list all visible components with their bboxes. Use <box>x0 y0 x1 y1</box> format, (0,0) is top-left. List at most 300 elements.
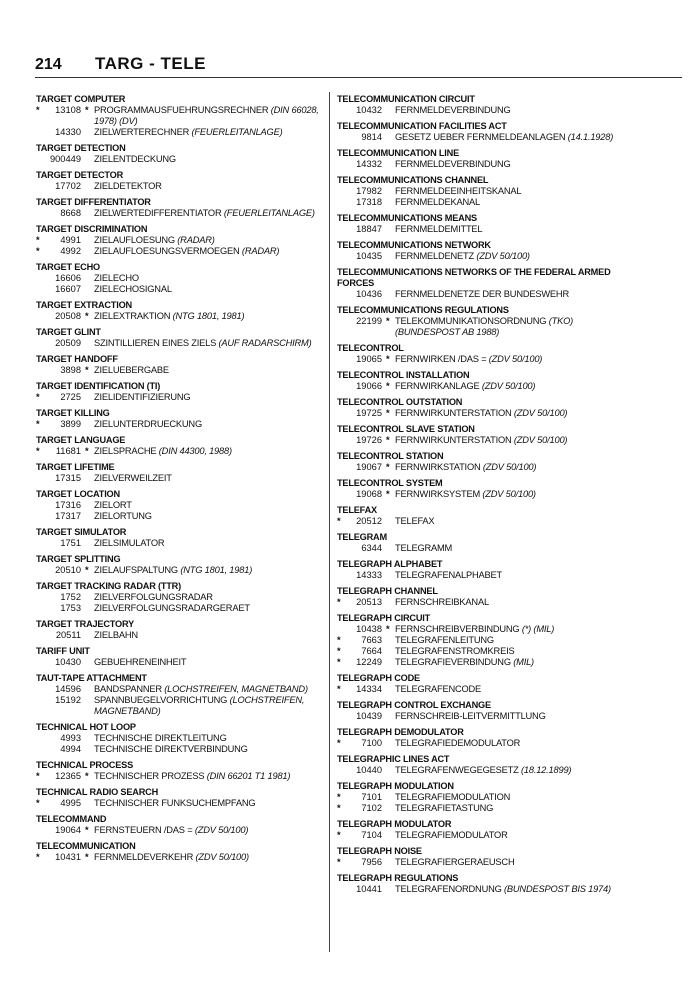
entry-term: TARGET IDENTIFICATION (TI) <box>36 381 161 391</box>
translation-text: ZIELECHO <box>94 273 139 283</box>
term-code: 2725 <box>60 392 81 402</box>
term-code: 20511 <box>55 630 81 640</box>
translation-note: (NTG 1801, 1981) <box>172 311 245 321</box>
revision-marker: * <box>337 516 341 526</box>
term-code: 7100 <box>361 738 382 748</box>
dictionary-entry <box>36 300 321 322</box>
term-code: 1753 <box>60 603 81 613</box>
entry-term: TELEGRAPH MODULATOR <box>337 819 452 829</box>
translation-note: (ZDV 50/100) <box>194 825 249 835</box>
translation-text: FERNMELDEKANAL <box>395 197 481 207</box>
translation-line <box>337 792 637 803</box>
german-translation <box>94 419 321 430</box>
translation-note: (TKO) (BUNDESPOST AB 1988) <box>395 316 574 337</box>
translation-line <box>337 159 637 170</box>
german-translation <box>395 803 637 814</box>
translation-note: (BUNDESPOST BIS 1974) <box>504 884 611 894</box>
term-code: 900449 <box>49 154 81 164</box>
dictionary-entry <box>337 754 637 776</box>
term-code: 3898 <box>60 365 81 375</box>
translation-text: TELEGRAFENWEGEGESETZ <box>395 765 519 775</box>
dictionary-entry <box>337 305 637 338</box>
translation-text: ZIELWERTEDIFFERENTIATOR <box>94 208 222 218</box>
german-translation <box>94 500 321 511</box>
translation-line <box>36 208 321 219</box>
translation-text: TELEGRAFIERGERAEUSCH <box>395 857 515 867</box>
german-translation <box>94 127 321 138</box>
translation-note: (FEUERLEITANLAGE) <box>223 208 315 218</box>
translation-note: (DIN 66028, 1978) (DV) <box>94 105 319 126</box>
translation-line <box>36 565 321 576</box>
german-translation <box>395 657 637 668</box>
german-translation <box>395 316 637 338</box>
translation-note: (18.12.1899) <box>520 765 572 775</box>
revision-marker: * <box>36 771 40 781</box>
translation-note: (AUF RADARSCHIRM) <box>218 338 312 348</box>
german-translation <box>94 511 321 522</box>
german-translation <box>94 825 321 836</box>
translation-text: ZIELENTDECKUNG <box>94 154 176 164</box>
revision-marker: * <box>337 857 341 867</box>
term-code: 4995 <box>60 798 81 808</box>
translation-text: FERNSCHREIB-LEITVERMITTLUNG <box>395 711 546 721</box>
dictionary-entry <box>337 397 637 419</box>
dictionary-entry <box>337 505 637 527</box>
dictionary-entry <box>337 613 637 668</box>
translation-note: (RADAR) <box>241 246 280 256</box>
german-translation <box>395 132 637 143</box>
translation-note: (FEUERLEITANLAGE) <box>191 127 283 137</box>
entry-term: TELEGRAPHIC LINES ACT <box>337 754 450 764</box>
translation-text: FERNWIRKUNTERSTATION <box>395 408 512 418</box>
standard-marker: * <box>386 624 390 634</box>
translation-line <box>337 657 637 668</box>
term-code: 7104 <box>361 830 382 840</box>
term-code: 6344 <box>361 543 382 553</box>
page-number: 214 <box>35 56 62 73</box>
entry-term: TAUT-TAPE ATTACHMENT <box>36 673 147 683</box>
term-code: 16606 <box>55 273 81 283</box>
term-code: 20513 <box>356 597 382 607</box>
term-code: 1751 <box>60 538 81 548</box>
entry-term: TELEGRAPH CODE <box>337 673 420 683</box>
term-code: 14332 <box>356 159 382 169</box>
entry-term: TARGET DISCRIMINATION <box>36 224 148 234</box>
revision-marker: * <box>36 798 40 808</box>
translation-line <box>337 381 637 392</box>
german-translation <box>395 435 637 446</box>
translation-text: TELEGRAFIETASTUNG <box>395 803 494 813</box>
translation-text: ZIELEXTRAKTION <box>94 311 171 321</box>
german-translation <box>94 473 321 484</box>
entry-term: TELECONTROL SLAVE STATION <box>337 424 475 434</box>
standard-marker: * <box>386 462 390 472</box>
german-translation <box>94 446 321 457</box>
entry-term: TARGET ECHO <box>36 262 100 272</box>
term-code: 8668 <box>60 208 81 218</box>
translation-line <box>36 771 321 782</box>
revision-marker: * <box>36 446 40 456</box>
translation-note: (ZDV 50/100) <box>482 489 536 499</box>
translation-note: (ZDV 50/100) <box>195 852 249 862</box>
german-translation <box>395 224 637 235</box>
translation-text: ZIELECHOSIGNAL <box>94 284 172 294</box>
dictionary-entry <box>337 873 637 895</box>
dictionary-entry <box>337 213 637 235</box>
dictionary-entry <box>36 224 321 257</box>
translation-line <box>337 765 637 776</box>
german-translation <box>395 830 637 841</box>
entry-term: TARGET DETECTION <box>36 143 126 153</box>
translation-text: SPANNBUEGELVORRICHTUNG <box>94 695 228 705</box>
translation-line <box>337 489 637 500</box>
translation-text: TELEGRAFIEDEMODULATOR <box>395 738 521 748</box>
translation-text: ZIELAUFLOESUNGSVERMOEGEN <box>94 246 240 256</box>
entry-term: TARGET GLINT <box>36 327 101 337</box>
german-translation <box>94 338 321 349</box>
translation-text: FERNMELDENETZE DER BUNDESWEHR <box>395 289 569 299</box>
page-header <box>35 54 655 74</box>
dictionary-entry <box>36 435 321 457</box>
translation-line <box>36 246 321 257</box>
german-translation <box>395 289 637 300</box>
german-translation <box>94 284 321 295</box>
translation-line <box>337 635 637 646</box>
revision-marker: * <box>337 646 341 656</box>
entry-term: TECHNICAL PROCESS <box>36 760 133 770</box>
term-code: 14596 <box>55 684 81 694</box>
translation-line <box>36 284 321 295</box>
dictionary-entry <box>337 451 637 473</box>
term-code: 17317 <box>55 511 81 521</box>
revision-marker: * <box>337 597 341 607</box>
german-translation <box>94 592 321 603</box>
entry-term: TECHNICAL RADIO SEARCH <box>36 787 159 797</box>
german-translation <box>94 603 321 614</box>
translation-line <box>36 733 321 744</box>
term-code: 10436 <box>356 289 382 299</box>
translation-line <box>36 511 321 522</box>
revision-marker: * <box>36 235 40 245</box>
translation-line <box>337 408 637 419</box>
entry-term: TELECONTROL STATION <box>337 451 444 461</box>
dictionary-entry <box>337 673 637 695</box>
standard-marker: * <box>386 381 390 391</box>
translation-text: ZIELSIMULATOR <box>94 538 165 548</box>
entry-term: TELEGRAPH DEMODULATOR <box>337 727 464 737</box>
term-code: 10430 <box>55 657 81 667</box>
entry-term: TELEGRAPH MODULATION <box>337 781 454 791</box>
entry-term: TELECOMMUNICATIONS MEANS <box>337 213 477 223</box>
term-code: 7101 <box>361 792 382 802</box>
translation-line <box>337 624 637 635</box>
term-code: 10441 <box>356 884 382 894</box>
dictionary-entry <box>36 354 321 376</box>
translation-text: TECHNISCHER PROZESS <box>94 771 205 781</box>
revision-marker: * <box>337 635 341 645</box>
german-translation <box>395 489 637 500</box>
german-translation <box>395 381 637 392</box>
term-code: 4993 <box>60 733 81 743</box>
translation-text: TELEGRAFENLEITUNG <box>395 635 494 645</box>
translation-line <box>337 132 637 143</box>
entry-term: TELEGRAPH CHANNEL <box>337 586 438 596</box>
revision-marker: * <box>36 246 40 256</box>
translation-text: TELEGRAFIEMODULATOR <box>395 830 508 840</box>
entry-term: TARGET SPLITTING <box>36 554 121 564</box>
translation-text: GEBUEHRENEINHEIT <box>94 657 187 667</box>
translation-text: ZIELORTUNG <box>94 511 152 521</box>
translation-text: TECHNISCHE DIREKTVERBINDUNG <box>94 744 248 754</box>
dictionary-entry <box>36 262 321 295</box>
term-code: 14334 <box>356 684 382 694</box>
entry-term: TELEGRAPH REGULATIONS <box>337 873 459 883</box>
revision-marker: * <box>337 830 341 840</box>
term-code: 20508 <box>55 311 81 321</box>
translation-text: FERNMELDEVERBINDUNG <box>395 159 511 169</box>
dictionary-entry <box>337 94 637 116</box>
translation-line <box>36 338 321 349</box>
translation-text: PROGRAMMAUSFUEHRUNGSRECHNER <box>94 105 269 115</box>
entry-term: TARGET TRACKING RADAR (TTR) <box>36 581 181 591</box>
dictionary-entry <box>36 462 321 484</box>
translation-text: FERNSTEUERN /DAS = <box>94 825 193 835</box>
translation-text: TELEFAX <box>395 516 435 526</box>
translation-note: (DIN 66201 T1 1981) <box>206 771 291 781</box>
term-code: 4994 <box>60 744 81 754</box>
term-code: 19064 <box>55 825 81 835</box>
translation-text: ZIELAUFSPALTUNG <box>94 565 178 575</box>
term-code: 20510 <box>55 565 81 575</box>
standard-marker: * <box>85 825 89 835</box>
term-code: 12365 <box>55 771 81 781</box>
german-translation <box>395 251 637 262</box>
translation-text: FERNWIRKANLAGE <box>395 381 480 391</box>
translation-line <box>337 857 637 868</box>
german-translation <box>94 105 321 127</box>
translation-note: (DIN 44300, 1988) <box>158 446 232 456</box>
term-code: 3899 <box>60 419 81 429</box>
translation-line <box>337 186 637 197</box>
standard-marker: * <box>85 311 89 321</box>
dictionary-entry <box>337 148 637 170</box>
term-code: 10432 <box>356 105 382 115</box>
translation-text: FERNMELDEVERBINDUNG <box>395 105 511 115</box>
revision-marker: * <box>337 803 341 813</box>
dictionary-entry <box>36 814 321 836</box>
translation-line <box>337 646 637 657</box>
dictionary-entry <box>36 170 321 192</box>
german-translation <box>395 635 637 646</box>
translation-text: ZIELVERFOLGUNGSRADAR <box>94 592 213 602</box>
german-translation <box>395 105 637 116</box>
translation-line <box>36 852 321 863</box>
dictionary-entry <box>337 846 637 868</box>
entry-term: TELECOMMUNICATION FACILITIES ACT <box>337 121 507 131</box>
translation-line <box>36 273 321 284</box>
translation-text: TELEGRAFENORDNUNG <box>395 884 502 894</box>
translation-line <box>337 462 637 473</box>
dictionary-entry <box>337 240 637 262</box>
dictionary-entry <box>36 554 321 576</box>
translation-text: FERNWIRKUNTERSTATION <box>395 435 512 445</box>
translation-text: TELEGRAFIEMODULATION <box>395 792 511 802</box>
dictionary-entry <box>337 424 637 446</box>
dictionary-entry <box>36 673 321 717</box>
term-code: 10439 <box>356 711 382 721</box>
translation-line <box>36 419 321 430</box>
translation-line <box>36 154 321 165</box>
term-code: 7956 <box>361 857 382 867</box>
dictionary-entry <box>337 267 637 300</box>
dictionary-entry <box>36 381 321 403</box>
translation-text: FERNMELDENETZ <box>395 251 475 261</box>
dictionary-entry <box>337 121 637 143</box>
translation-text: TELEGRAFIEVERBINDUNG <box>395 657 511 667</box>
german-translation <box>395 857 637 868</box>
entry-term: TARGET LANGUAGE <box>36 435 126 445</box>
entry-term: TARGET KILLING <box>36 408 110 418</box>
translation-text: TELEGRAMM <box>395 543 453 553</box>
translation-note: (14.1.1928) <box>567 132 614 142</box>
term-code: 12249 <box>356 657 382 667</box>
translation-note: (ZDV 50/100) <box>488 354 543 364</box>
translation-line <box>36 446 321 457</box>
german-translation <box>94 365 321 376</box>
translation-note: (ZDV 50/100) <box>481 381 536 391</box>
translation-line <box>337 884 637 895</box>
dictionary-entry <box>337 781 637 814</box>
translation-line <box>36 105 321 127</box>
dictionary-entry <box>337 370 637 392</box>
term-code: 10440 <box>356 765 382 775</box>
standard-marker: * <box>386 435 390 445</box>
term-code: 7664 <box>361 646 382 656</box>
translation-line <box>36 365 321 376</box>
revision-marker: * <box>337 657 341 667</box>
entry-term: TELECOMMUNICATION <box>36 841 136 851</box>
german-translation <box>94 798 321 809</box>
translation-note: (*) (MIL) <box>521 624 555 634</box>
translation-line <box>337 316 637 338</box>
translation-note: (NTG 1801, 1981) <box>180 565 253 575</box>
entry-term: TELECOMMUNICATION CIRCUIT <box>337 94 475 104</box>
translation-note: (ZDV 50/100) <box>513 435 568 445</box>
translation-line <box>337 543 637 554</box>
term-code: 17982 <box>356 186 382 196</box>
german-translation <box>395 684 637 695</box>
translation-line <box>36 684 321 695</box>
dictionary-entry <box>36 489 321 522</box>
standard-marker: * <box>386 354 390 364</box>
translation-text: TELEKOMMUNIKATIONSORDNUNG <box>395 316 547 326</box>
german-translation <box>395 543 637 554</box>
entry-term: TARGET TRAJECTORY <box>36 619 135 629</box>
translation-text: ZIELVERFOLGUNGSRADARGERAET <box>94 603 250 613</box>
german-translation <box>94 246 321 257</box>
german-translation <box>94 565 321 576</box>
german-translation <box>395 408 637 419</box>
running-head: TARG - TELE <box>95 54 206 73</box>
translation-text: FERNMELDEMITTEL <box>395 224 483 234</box>
term-code: 16607 <box>55 284 81 294</box>
translation-text: TELEGRAFENALPHABET <box>395 570 502 580</box>
translation-line <box>337 803 637 814</box>
translation-text: FERNMELDEVERKEHR <box>94 852 194 862</box>
german-translation <box>395 711 637 722</box>
german-translation <box>94 630 321 641</box>
term-code: 14330 <box>55 127 81 137</box>
term-code: 17316 <box>55 500 81 510</box>
translation-note: (ZDV 50/100) <box>482 462 537 472</box>
german-translation <box>395 738 637 749</box>
entry-term: TELECOMMAND <box>36 814 107 824</box>
german-translation <box>94 235 321 246</box>
entry-term: TELECONTROL SYSTEM <box>337 478 443 488</box>
entry-term: TARGET EXTRACTION <box>36 300 132 310</box>
entry-term: TELEGRAM <box>337 532 387 542</box>
standard-marker: * <box>85 105 89 115</box>
translation-line <box>36 127 321 138</box>
term-code: 17315 <box>55 473 81 483</box>
term-code: 18847 <box>356 224 382 234</box>
german-translation <box>94 273 321 284</box>
translation-line <box>36 603 321 614</box>
term-code: 19068 <box>356 489 382 499</box>
translation-text: ZIELUNTERDRUECKUNG <box>94 419 202 429</box>
term-code: 10431 <box>55 852 81 862</box>
translation-line <box>337 289 637 300</box>
translation-line <box>36 392 321 403</box>
german-translation <box>94 538 321 549</box>
german-translation <box>94 852 321 863</box>
translation-note: (MIL) <box>513 657 534 667</box>
term-code: 15192 <box>55 695 81 705</box>
german-translation <box>395 516 637 527</box>
term-code: 19066 <box>356 381 382 391</box>
translation-text: ZIELUEBERGABE <box>94 365 169 375</box>
dictionary-entry <box>36 619 321 641</box>
translation-line <box>36 744 321 755</box>
translation-text: FERNSCHREIBVERBINDUNG <box>395 624 520 634</box>
entry-term: TARGET DETECTOR <box>36 170 124 180</box>
term-code: 17318 <box>356 197 382 207</box>
translation-text: ZIELAUFLOESUNG <box>94 235 175 245</box>
entry-term: TELEGRAPH CONTROL EXCHANGE <box>337 700 491 710</box>
standard-marker: * <box>386 316 390 326</box>
entry-term: TARGET LIFETIME <box>36 462 115 472</box>
translation-line <box>337 224 637 235</box>
translation-note: (ZDV 50/100) <box>513 408 568 418</box>
translation-text: FERNSCHREIBKANAL <box>395 597 489 607</box>
german-translation <box>395 646 637 657</box>
entry-term: TARGET COMPUTER <box>36 94 126 104</box>
entry-term: TELEGRAPH CIRCUIT <box>337 613 431 623</box>
term-code: 11681 <box>55 446 81 456</box>
german-translation <box>94 657 321 668</box>
german-translation <box>94 392 321 403</box>
translation-line <box>36 235 321 246</box>
dictionary-entry <box>36 787 321 809</box>
translation-line <box>36 500 321 511</box>
entry-term: TELECOMMUNICATIONS CHANNEL <box>337 175 489 185</box>
dictionary-entry <box>36 760 321 782</box>
german-translation <box>94 733 321 744</box>
translation-text: GESETZ UEBER FERNMELDEANLAGEN <box>395 132 566 142</box>
term-code: 13108 <box>55 105 81 115</box>
translation-note: (LOCHSTREIFEN, MAGNETBAND) <box>94 695 305 716</box>
revision-marker: * <box>36 852 40 862</box>
